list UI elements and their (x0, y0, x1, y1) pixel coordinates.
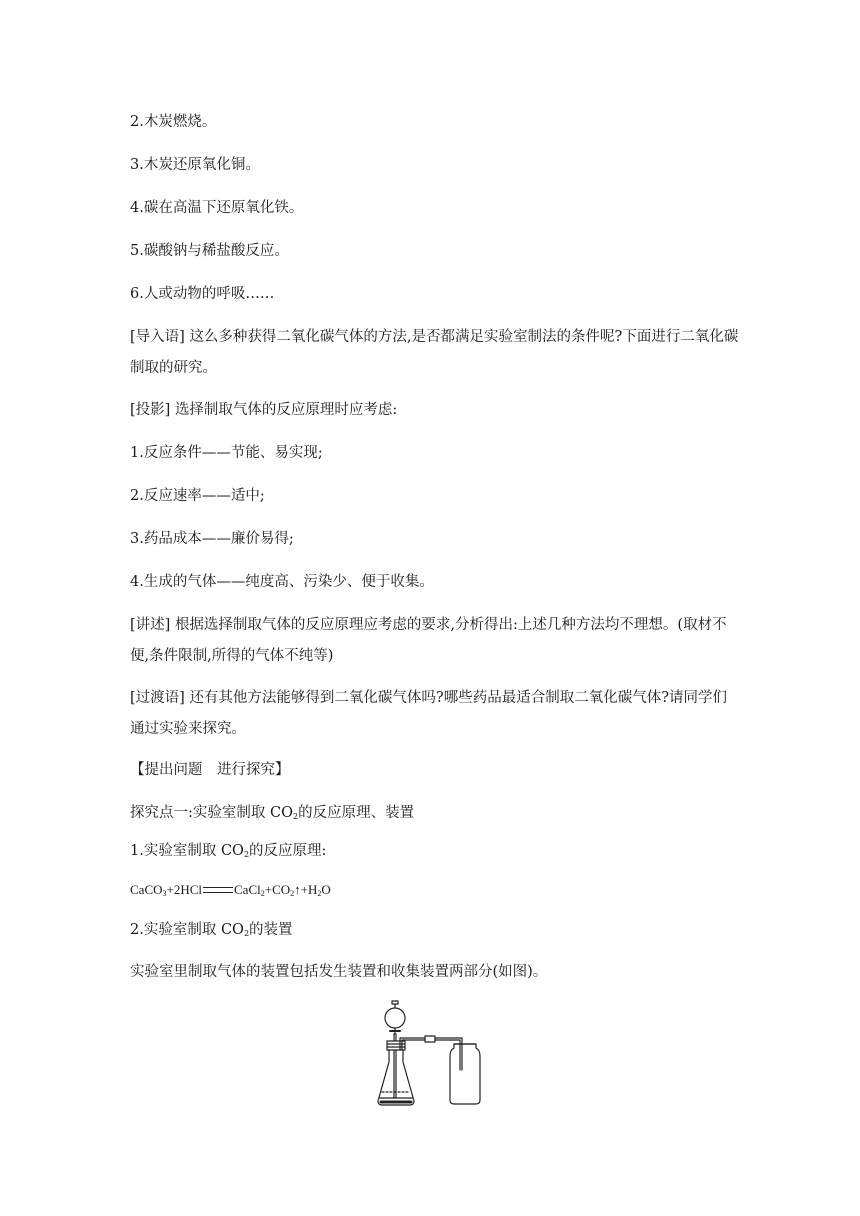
apparatus-description: 实验室里制取气体的装置包括发生装置和收集装置两部分(如图)。 (130, 964, 548, 980)
list-item: 2.木炭燃烧。 (130, 114, 217, 130)
chemical-equation: CaCO$_3$+2HCl $CaCl_2+CO_2↑+H_2O$ (130, 882, 331, 898)
consideration-item: 1.反应条件——节能、易实现; (130, 445, 323, 461)
list-item: 5.碳酸钠与稀盐酸反应。 (130, 243, 289, 259)
projection-paragraph (130, 400, 740, 420)
transition-tag: [过渡语] (130, 690, 185, 706)
list-item: 3.木炭还原氧化铜。 (130, 157, 260, 173)
lecture-text: 根据选择制取气体的反应原理应考虑的要求,分析得出:上述几种方法均不理想。(取材不便,条件限制,所得的气体不纯等) (130, 617, 727, 664)
intro-paragraph (130, 322, 740, 384)
consideration-item: 2.反应速率——适中; (130, 488, 265, 504)
lecture-paragraph (130, 610, 740, 672)
principle-heading: 1.实验室制取 $CO_2$的反应原理: (130, 843, 327, 859)
collection-bottle-icon (450, 1044, 480, 1104)
intro-text: 这么多种获得二氧化碳气体的方法,是否都满足实验室制法的条件呢?下面进行二氧化碳制取的研究。 (130, 329, 739, 376)
projection-tag: [投影] (130, 402, 171, 418)
intro-tag: [导入语] (130, 329, 185, 345)
apparatus-figure (370, 1000, 490, 1108)
projection-text: 选择制取气体的反应原理时应考虑: (174, 402, 398, 418)
gas-arrow-icon: ↑ (294, 882, 301, 897)
consideration-item: 3.药品成本——廉价易得; (130, 531, 294, 547)
equals-sign-icon (203, 887, 233, 893)
consideration-item: 4.生成的气体——纯度高、污染少、便于收集。 (130, 574, 434, 590)
lecture-tag: [讲述] (130, 617, 171, 633)
apparatus-heading: 2.实验室制取 $CO_2$的装置 (130, 922, 293, 938)
funnel-bulb-icon (385, 1008, 405, 1028)
list-item: 6.人或动物的呼吸…… (130, 286, 275, 302)
section-heading: 【提出问题 进行探究】 (130, 762, 290, 778)
point-one-heading: 探究点一:实验室制取 $CO_2$的反应原理、装置 (130, 805, 415, 821)
transition-paragraph (130, 683, 740, 745)
list-item: 4.碳在高温下还原氧化铁。 (130, 200, 304, 216)
transition-text: 还有其他方法能够得到二氧化碳气体吗?哪些药品最适合制取二氧化碳气体?请同学们通过实验来探究。 (130, 690, 727, 737)
